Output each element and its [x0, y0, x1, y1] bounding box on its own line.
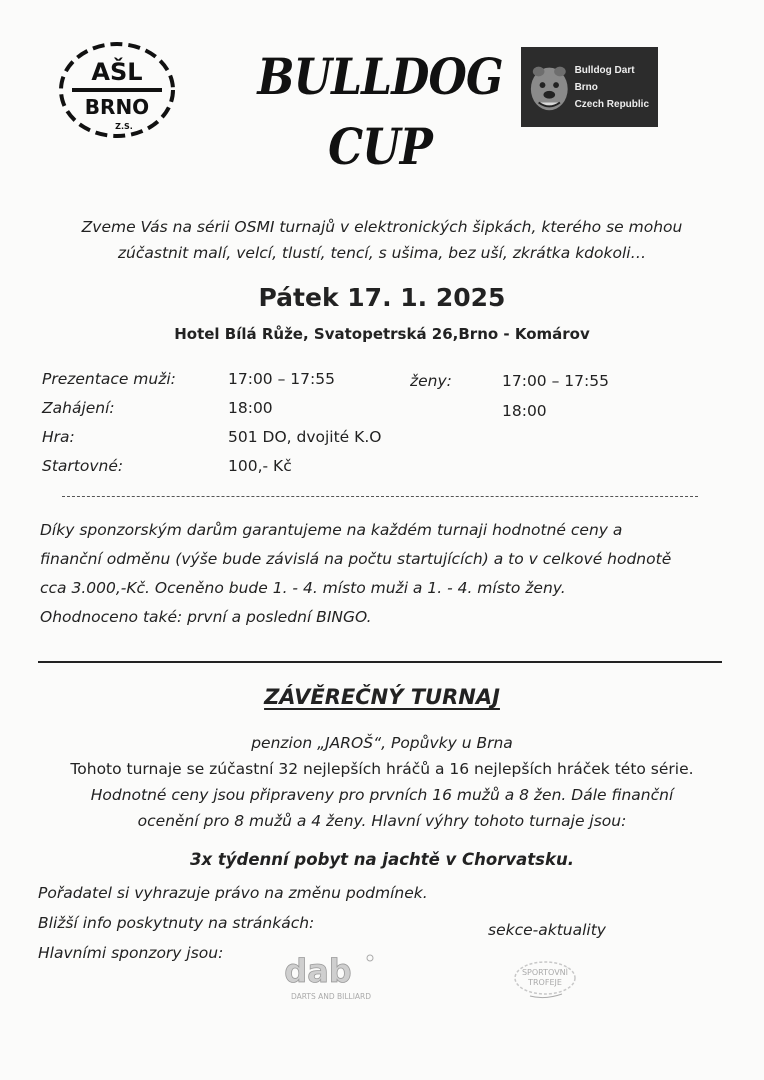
sponsors-label: Hlavními sponzory jsou: — [38, 944, 224, 962]
final-line2: Hodnotné ceny jsou připraveny pro prvních 16 mužů a 8 žen. Dále finanční — [90, 786, 674, 804]
info-label: Bližší info poskytnuty na stránkách: — [38, 914, 315, 932]
asl-brno-logo — [58, 40, 176, 140]
women-label: ženy: — [410, 372, 452, 390]
fee-value: 100,- Kč — [228, 457, 292, 475]
event-venue: Hotel Bílá Růže, Svatopetrská 26,Brno - Komárov — [174, 325, 590, 343]
final-details — [20, 730, 744, 834]
badge-line2: Czech Republic — [574, 98, 650, 110]
opening-men-time: 18:00 — [228, 399, 273, 417]
final-venue: penzion „JAROŠ“, Popůvky u Brna — [251, 734, 513, 752]
sponsor-text — [40, 516, 740, 632]
opening-women-time: 18:00 — [502, 402, 547, 420]
spo-logo-line1: SPORTOVNÍ — [521, 968, 569, 977]
registration-women-time: 17:00 – 17:55 — [502, 372, 609, 390]
opening-label: Zahájení: — [42, 399, 115, 417]
fee-label: Startovné: — [42, 457, 124, 475]
sponsor-line2: finanční odměnu (výše bude závislá na počtu startujících) a to v celkové hodnotě — [40, 550, 672, 568]
badge-line1: Bulldog Dart Brno — [574, 64, 635, 93]
bulldog-icon — [527, 57, 572, 117]
asl-logo-line2: BRNO — [84, 95, 150, 119]
intro-line1: Zveme Vás na sérii OSMI turnajů v elektronických šipkách, kterého se mohou — [81, 218, 683, 236]
registration-men-time: 17:00 – 17:55 — [228, 370, 335, 388]
intro-text — [40, 214, 724, 266]
main-prize: 3x týdenní pobyt na jachtě v Chorvatsku. — [190, 850, 574, 869]
game-label: Hra: — [42, 428, 75, 446]
spo-logo-line2: TROFEJE — [528, 978, 562, 987]
asl-logo-line3: Z.S. — [115, 122, 133, 131]
solid-divider — [38, 661, 722, 663]
final-title — [0, 685, 764, 709]
title-line2: CUP — [328, 117, 432, 176]
game-value: 501 DO, dvojité K.O — [228, 428, 382, 446]
dashed-divider — [62, 496, 698, 497]
asl-logo-line1: AŠL — [91, 58, 143, 86]
sponsor-line3: cca 3.000,-Kč. Oceněno bude 1. - 4. místo muži a 1. - 4. místo ženy. — [40, 579, 566, 597]
sponsor-line1: Díky sponzorským darům garantujeme na každém turnaji hodnotné ceny a — [40, 521, 623, 539]
title-line1: BULLDOG — [257, 47, 503, 106]
organizer-note: Pořadatel si vyhrazuje právo na změnu podmínek. — [38, 884, 428, 902]
intro-line2: zúčastnit malí, velcí, tlustí, tencí, s ušima, bez uší, zkrátka kdokoli… — [117, 244, 647, 262]
final-title-text: ZÁVĚREČNÝ TURNAJ — [264, 685, 500, 709]
dab-logo-sub: DARTS AND BILLIARD — [290, 992, 372, 1001]
final-line3: ocenění pro 8 mužů a 4 ženy. Hlavní výhry tohoto turnaje jsou: — [137, 812, 627, 830]
registration-label: Prezentace muži: — [42, 370, 176, 388]
event-date: Pátek 17. 1. 2025 — [258, 283, 506, 312]
final-line1: Tohoto turnaje se zúčastní 32 nejlepších hráčů a 16 nejlepších hráček této série. — [70, 760, 694, 778]
sportovni-trofeje-logo — [500, 958, 590, 1004]
bulldog-dart-badge — [521, 47, 658, 127]
info-section: sekce-aktuality — [488, 921, 606, 939]
dab-logo-mark: dab — [284, 952, 352, 990]
sponsor-line4: Ohodnoceno také: první a poslední BINGO. — [40, 608, 372, 626]
dab-logo — [276, 952, 386, 1006]
